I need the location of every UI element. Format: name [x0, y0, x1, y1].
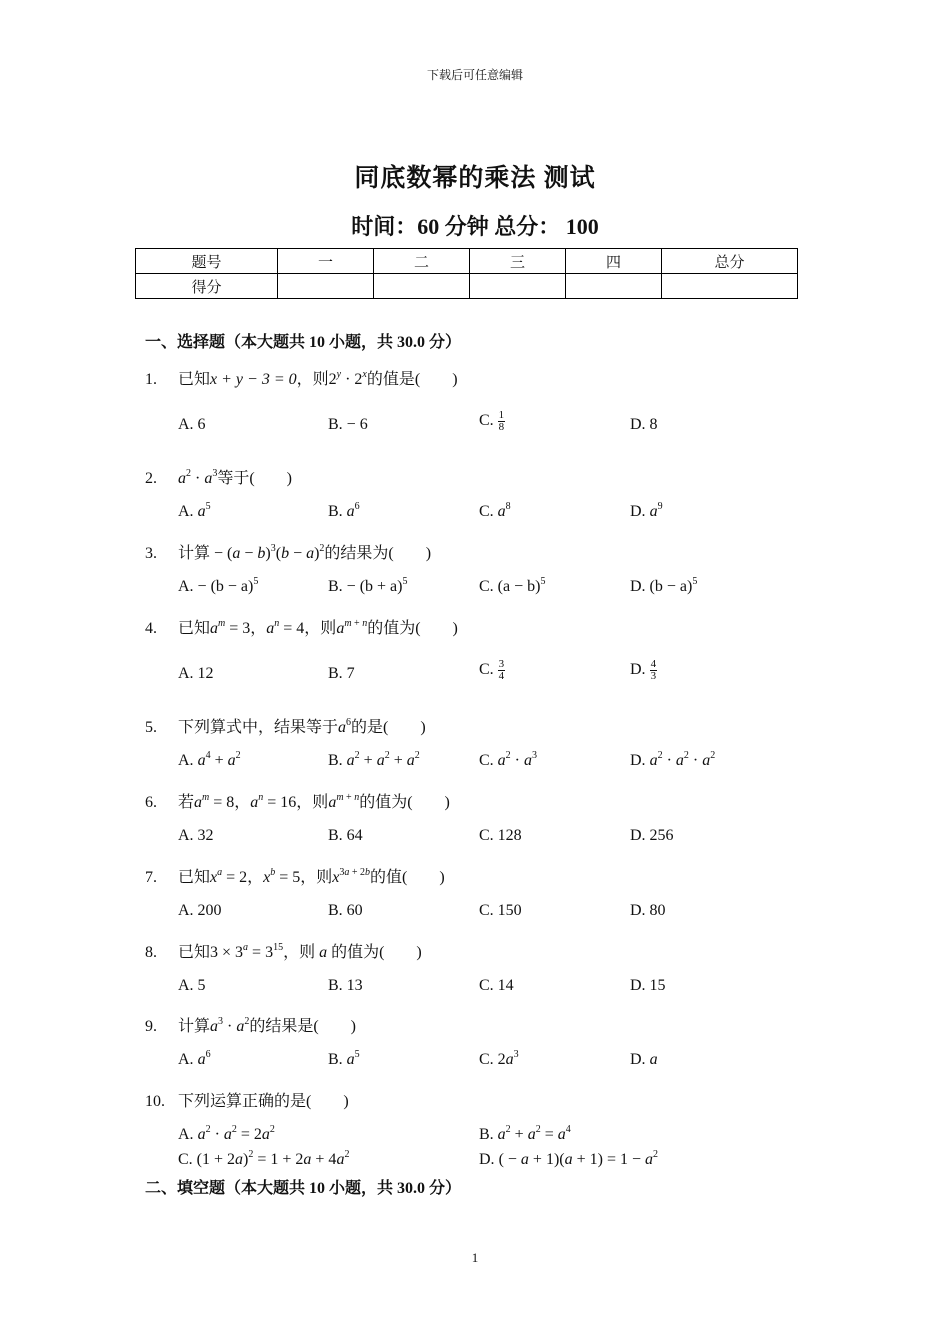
- question-number: 7.: [145, 869, 157, 886]
- option-c[interactable]: C. $(1 + 2a)^2 = 1 + 2a + 4a^2$: [178, 1149, 350, 1168]
- question-text: 已知: [178, 944, 211, 961]
- score-table-header-row: [136, 249, 798, 274]
- question-text: 计算: [178, 1018, 211, 1035]
- question-text: ，则: [296, 371, 329, 388]
- option-b[interactable]: B. − 6: [328, 416, 368, 433]
- page-subtitle: 时间：60 分钟 总分： 100: [351, 214, 599, 239]
- option-a[interactable]: A. $a^4 + a^2$: [178, 750, 241, 769]
- question-2: [145, 465, 292, 488]
- option-d[interactable]: D. a: [630, 1051, 658, 1068]
- question-number: 9.: [145, 1018, 157, 1035]
- option-b[interactable]: B. $a^2 + a^2 + a^2$: [328, 750, 420, 769]
- question-text: 的结果为( ): [324, 545, 432, 562]
- option-d[interactable]: D. $a^2 \cdot a^2 \cdot a^2$: [630, 750, 716, 769]
- option-d[interactable]: D. 15: [630, 977, 666, 994]
- question-text: 等于( ): [217, 470, 292, 487]
- question-number: 1.: [145, 371, 157, 388]
- question-text: 计算: [178, 545, 211, 562]
- option-c[interactable]: C. $a^8$: [479, 501, 511, 520]
- score-table: [135, 248, 798, 299]
- option-b[interactable]: B. 7: [328, 665, 355, 682]
- option-d[interactable]: D. 8: [630, 416, 658, 433]
- question-text: 的是( ): [351, 719, 426, 736]
- option-c[interactable]: C. 14: [479, 977, 514, 994]
- question-text: 已知: [178, 371, 211, 388]
- option-c[interactable]: C. $\frac{1}{8}$: [479, 409, 505, 433]
- option-a[interactable]: A. $a^6$: [178, 1049, 211, 1068]
- score-cell: 总分: [662, 249, 798, 274]
- option-d[interactable]: D. $(b - a)^5$: [630, 576, 698, 595]
- option-b[interactable]: B. $a^2 + a^2 = a^4$: [479, 1124, 571, 1143]
- question-number: 8.: [145, 944, 157, 961]
- question-number: 5.: [145, 719, 157, 736]
- fraction: $\frac{1}{8}$: [498, 409, 505, 433]
- question-6: 6. 若$a^m = 8$，$a^n = 16$，则$a^{m + n}$的值为( ): [145, 792, 450, 811]
- option-b[interactable]: B. $a^5$: [328, 1049, 360, 1068]
- question-text: 的结果是( ): [249, 1018, 357, 1035]
- score-entry-cell[interactable]: [278, 274, 374, 299]
- score-table-score-row: [136, 274, 798, 299]
- score-cell: 得分: [136, 274, 278, 299]
- option-a[interactable]: A. $a^5$: [178, 501, 211, 520]
- question-text: 的值为( ): [359, 794, 450, 811]
- fraction: $\frac{4}{3}$: [650, 658, 657, 682]
- question-text: 的值为( ): [331, 944, 422, 961]
- question-number: 6.: [145, 794, 157, 811]
- question-10: [145, 1088, 349, 1111]
- question-text: 已知: [178, 869, 211, 886]
- option-a[interactable]: A. 6: [178, 416, 206, 433]
- option-d[interactable]: D. $a^9$: [630, 501, 663, 520]
- option-b[interactable]: B. 13: [328, 977, 363, 994]
- math-expression: $3 \times 3^a = 3^{15}$: [210, 942, 284, 961]
- option-d[interactable]: D. 80: [630, 902, 666, 919]
- question-5: 5. 下列算式中，结果等于$a^6$的是( ): [145, 717, 426, 736]
- page-number: 1: [471, 1250, 479, 1265]
- section-heading-fill: 二、填空题（本大题共 10 小题，共 30.0 分）: [145, 1180, 462, 1197]
- option-c[interactable]: C. $2a^3$: [479, 1049, 519, 1068]
- question-text: 若: [178, 794, 195, 811]
- math-expression: x + y − 3 = 0: [210, 371, 297, 388]
- option-d[interactable]: D. $\frac{4}{3}$: [630, 658, 657, 682]
- option-a[interactable]: A. $a^2 \cdot a^2 = 2a^2$: [178, 1124, 275, 1143]
- option-b[interactable]: B. $a^6$: [328, 501, 360, 520]
- option-c[interactable]: C. $(a - b)^5$: [479, 576, 546, 595]
- question-8: 8. 已知$3 \times 3^a = 3^{15}$，则 a 的值为( ): [145, 942, 422, 961]
- score-cell: 题号: [136, 249, 278, 274]
- score-entry-cell[interactable]: [662, 274, 798, 299]
- option-d[interactable]: D. 256: [630, 827, 674, 844]
- question-text: 的值为( ): [367, 620, 458, 637]
- question-number: 10.: [145, 1093, 165, 1110]
- score-entry-cell[interactable]: [374, 274, 470, 299]
- question-number: 2.: [145, 470, 157, 487]
- option-b[interactable]: B. 60: [328, 902, 363, 919]
- option-b[interactable]: B. 64: [328, 827, 363, 844]
- question-text: 已知: [178, 620, 211, 637]
- score-cell: 三: [470, 249, 566, 274]
- option-a[interactable]: A. 12: [178, 665, 214, 682]
- question-9: 9. 计算$a^3 \cdot a^2$的结果是( ): [145, 1016, 357, 1035]
- question-3: [145, 540, 431, 563]
- page-title: 同底数幂的乘法 测试: [354, 165, 596, 192]
- option-a[interactable]: A. 32: [178, 827, 214, 844]
- option-c[interactable]: C. 150: [479, 902, 522, 919]
- option-c[interactable]: C. 128: [479, 827, 522, 844]
- math-expression: $a^2 \cdot a^3$: [178, 468, 218, 487]
- question-number: 3.: [145, 545, 157, 562]
- section-heading-choice: 一、选择题（本大题共 10 小题，共 30.0 分）: [145, 334, 462, 351]
- question-1: [145, 366, 458, 389]
- question-text: 下列算式中，结果等于: [178, 719, 339, 736]
- option-c[interactable]: C. $a^2 \cdot a^3$: [479, 750, 537, 769]
- question-4: 4. 已知$a^m = 3$，$a^n = 4$，则$a^{m + n}$的值为( ): [145, 618, 458, 637]
- question-text: 的值( ): [370, 869, 445, 886]
- score-cell: 二: [374, 249, 470, 274]
- option-d[interactable]: D. ( − $a + 1)(a + 1) = 1 - a^2$: [479, 1149, 659, 1168]
- option-a[interactable]: A. − $(b - a)^5$: [178, 576, 259, 595]
- score-entry-cell[interactable]: [470, 274, 566, 299]
- question-text: 下列运算正确的是( ): [178, 1093, 349, 1110]
- score-cell: 四: [566, 249, 662, 274]
- question-text: 的值是( ): [366, 371, 458, 388]
- option-c[interactable]: C. $\frac{3}{4}$: [479, 658, 505, 682]
- question-7: 7. 已知$x^a = 2$，$x^b = 5$，则$x^{3a + 2b}$的值( ): [145, 867, 445, 886]
- question-number: 4.: [145, 620, 157, 637]
- header-note: 下载后可任意编辑: [426, 68, 523, 82]
- option-a[interactable]: A. 5: [178, 977, 206, 994]
- fraction: $\frac{3}{4}$: [498, 658, 505, 682]
- score-entry-cell[interactable]: [566, 274, 662, 299]
- option-a[interactable]: A. 200: [178, 902, 222, 919]
- score-cell: 一: [278, 249, 374, 274]
- math-expression: $2^y \cdot 2^x$: [328, 369, 367, 388]
- option-b[interactable]: B. − $(b + a)^5$: [328, 576, 408, 595]
- math-expression: − $(a - b)^3(b - a)^2$: [210, 543, 325, 562]
